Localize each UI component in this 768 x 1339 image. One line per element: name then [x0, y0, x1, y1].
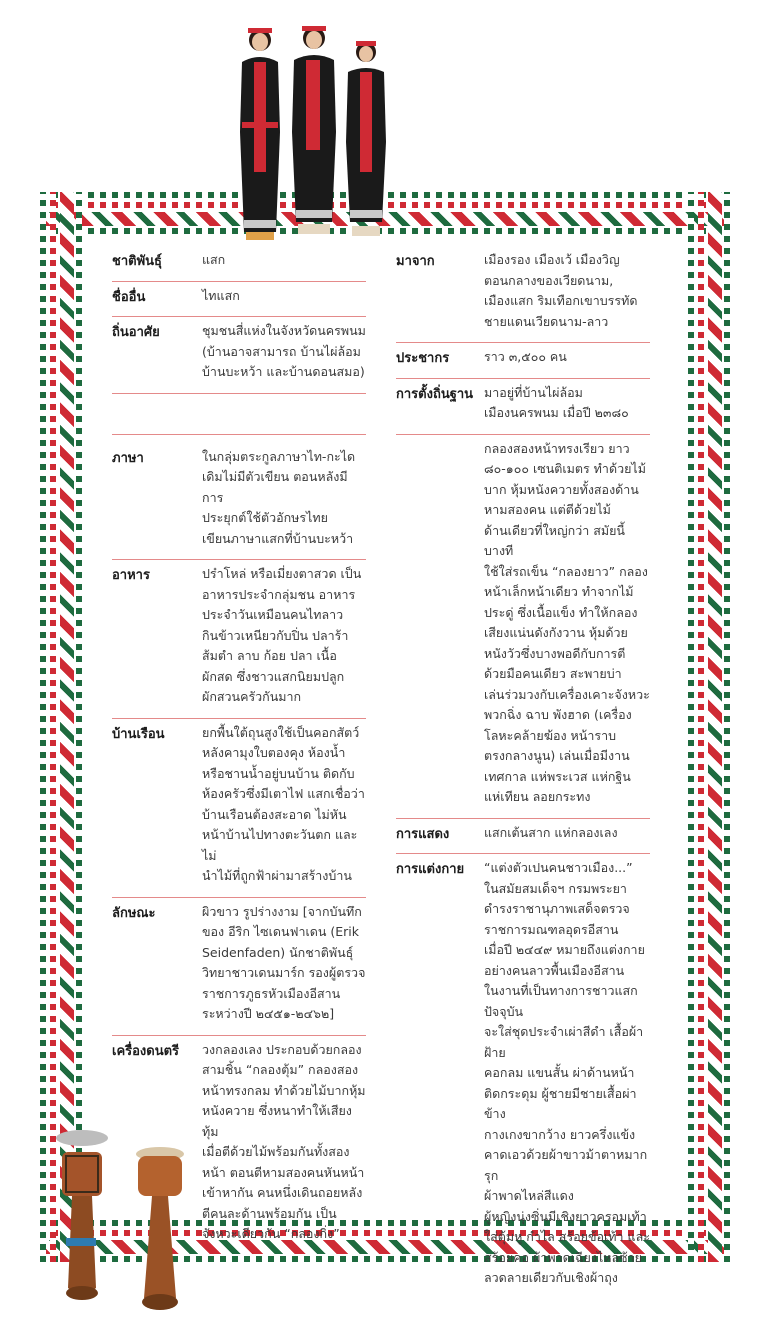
left-column — [112, 246, 366, 1255]
row-value: ยกพื้นใต้ถุนสูงใช้เป็นคอกสัตว์ หลังคามุงใบตองคุง ห้องน้ำ หรือชานน้ำอยู่บนบ้าน ติดกับ ห้องครัวซึ่งมีเตาไฟ แสกเชื่อว่า บ้านเรือนต้องสะอาด ไม่หัน หน้าบ้านไปทางตะวันตก และไม่ นำไม้ที่ถูกฟ้าผ่ามาสร้างบ้าน — [202, 724, 365, 883]
info-row-population — [396, 343, 650, 379]
info-row-housing — [112, 719, 366, 898]
row-label: มาจาก — [396, 254, 435, 269]
row-label: การแสดง — [396, 826, 450, 842]
row-value: กลองสองหน้าทรงเรียว ยาว ๘๐-๑๐๐ เซนติเมตร ทำด้วยไม้ บาก หุ้มหนังควายทั้งสองด้าน หามสองคน แต่ตีด้วยไม้ ด้านเดียวที่ใหญ่กว่า สมัยนี้บางที ใช้ใส่รถเข็น “กลองยาว” กลอง หน้าเล็กหน้าเดียว ทำจากไม้ ประดู่ ซึ่งเนื้อแข็ง ทำให้กลอง เสียงแน่นดังกังวาน หุ้มด้วย หนังวัวซึ่งบางพอดีกับการตี ด้วยมือคนเดียว สะพายบ่า เล่นร่วมวงกับเครื่องเคาะจังหวะ พวกฉิ่ง ฉาบ พังฮาด (เครื่อง โลหะคล้ายฆ้อง หน้าราบ ตรงกลางนูน) เล่นเมื่อมีงาน เทศกาล แห่พระเวส แห่กฐิน แห่เทียน ลอยกระทง — [484, 440, 650, 804]
row-value: มาอยู่ที่บ้านไผ่ล้อม เมืองนครพนม เมื่อปี ๒๓๘๐ — [484, 384, 629, 420]
row-label: ประชากร — [396, 351, 450, 366]
info-row-settlement — [396, 379, 650, 435]
row-label: ชื่ออื่น — [112, 289, 146, 305]
info-row-instruments-continued — [396, 435, 650, 819]
person-middle — [292, 26, 336, 234]
drum-left — [56, 1130, 108, 1300]
person-right — [346, 41, 386, 236]
row-label: เครื่องดนตรี — [112, 1043, 180, 1059]
info-row-instruments — [112, 1036, 366, 1255]
person-left — [240, 28, 280, 240]
row-value: ไทแสก — [202, 287, 240, 303]
row-label: อาหาร — [112, 568, 150, 583]
info-row-dress — [396, 854, 650, 1299]
info-row-food — [112, 560, 366, 719]
row-value: ปร๋าโหล่ หรือเมี่ยงตาสวด เป็น อาหารประจำกลุ่มชน อาหาร ประจำวันเหมือนคนไทลาว กินข้าวเหนียวกับปิ่น ปลาร้า ส้มตำ ลาบ ก้อย ปลา เนื้อ ผักสด ซึ่งชาวแสกนิยมปลูก ผักสวนครัวกันมาก — [202, 566, 362, 704]
row-value: แสก — [202, 252, 226, 267]
row-value: ชุมชนสี่แห่งในจังหวัดนครพนม (บ้านอาจสามารถ บ้านไผ่ล้อม บ้านบะหว้า และบ้านดอนสมอ) — [202, 323, 366, 379]
row-label: ชาติพันธุ์ — [112, 254, 162, 269]
row-value: ราว ๓,๕๐๐ คน — [484, 349, 567, 364]
right-column — [396, 246, 650, 1299]
row-label: ลักษณะ — [112, 905, 156, 921]
row-label: การแต่งกาย — [396, 862, 465, 877]
row-label: บ้านเรือน — [112, 726, 165, 742]
info-row-other-name — [112, 282, 366, 318]
row-label: ถิ่นอาศัย — [112, 325, 160, 340]
row-value: ผิวขาว รูปร่างงาม [จากบันทึก ของ อีริก ไซเดนฟาเดน (Erik Seidenfaden) นักชาติพันธุ์ วิทยาชาวเดนมาร์ก รองผู้ตรวจ ราชการภูธรหัวเมืองอีสาน ระหว่างปี ๒๔๕๑-๒๔๖๒] — [202, 903, 366, 1021]
row-value: “แต่งตัวเปนคนชาวเมือง...” ในสมัยสมเด็จฯ กรมพระยา ดำรงราชานุภาพเสด็จตรวจ ราชการมณฑลอุดรอีสาน เมื่อปี ๒๔๔๙ หมายถึงแต่งกาย อย่างคนลาวพื้นเมืองอีสาน ในงานที่เป็นทางการชาวแสกปัจจุบัน จะใส่ชุดประจำเผ่าสีดำ เสื้อผ้าฝ้าย คอกลม แขนสั้น ผ่าด้านหน้า ติดกระดุม ผู้ชายมีชายเสื้อผ่าข้าง กางเกงขากว้าง ยาวครึ่งแข้ง คาดเอวด้วยผ้าขาวม้าตาหมากรุก ผ้าพาดไหล่สีแดง ผู้หญิงนุ่งซิ่นมีเชิงยาวครอมเท้า ใส่ตุ้มหู กำไล สร้อยข้อเท้า และ สร้อยคอ ผ้าพาดเฉียงไหล่ซ้าย ลวดลายเดียวกับเชิงผ้าถุง — [484, 860, 650, 1285]
row-label: การตั้งถิ่นฐาน — [396, 386, 474, 402]
info-row-appearance — [112, 898, 366, 1036]
info-row-language — [112, 443, 366, 561]
info-row-origin — [396, 246, 650, 343]
info-row-residence — [112, 317, 366, 394]
divider — [112, 394, 366, 435]
info-row-ethnicity — [112, 246, 366, 282]
border-right — [688, 192, 730, 1262]
info-row-performance — [396, 819, 650, 855]
row-value: วงกลองเลง ประกอบด้วยกลอง สามชิ้น “กลองตุ้ม” กลองสอง หน้าทรงกลม ทำด้วยไม้บากหุ้ม หนังควาย ซึ่งหนาทำให้เสียงทุ้ม เมื่อตีด้วยไม้พร้อมกันทั้งสอง หน้า ตอนตีหามสองคนหันหน้า เข้าหากัน คนหนึ่งเดินถอยหลัง ตีคนละด้านพร้อมกัน เป็น จังหวะเดียวกัน “กลองกิ่ง” — [202, 1041, 366, 1241]
row-value: แสกเต้นสาก แห่กลองเลง — [484, 824, 618, 840]
row-value: ในกลุ่มตระกูลภาษาไท-กะได เดิมไม่มีตัวเขียน ตอนหลังมีการ ประยุกต์ใช้ตัวอักษรไทย เขียนภาษาแสกที่บ้านบะหว้า — [202, 448, 356, 546]
row-label: ภาษา — [112, 450, 144, 466]
row-value: เมืองรอง เมืองเว้ เมืองวิญ ตอนกลางของเวียดนาม, เมืองแสก ริมเทือกเขาบรรทัด ชายแดนเวียดนาม-ลาว — [484, 252, 638, 329]
border-left — [40, 192, 82, 1262]
people-in-costume-image — [220, 22, 400, 250]
